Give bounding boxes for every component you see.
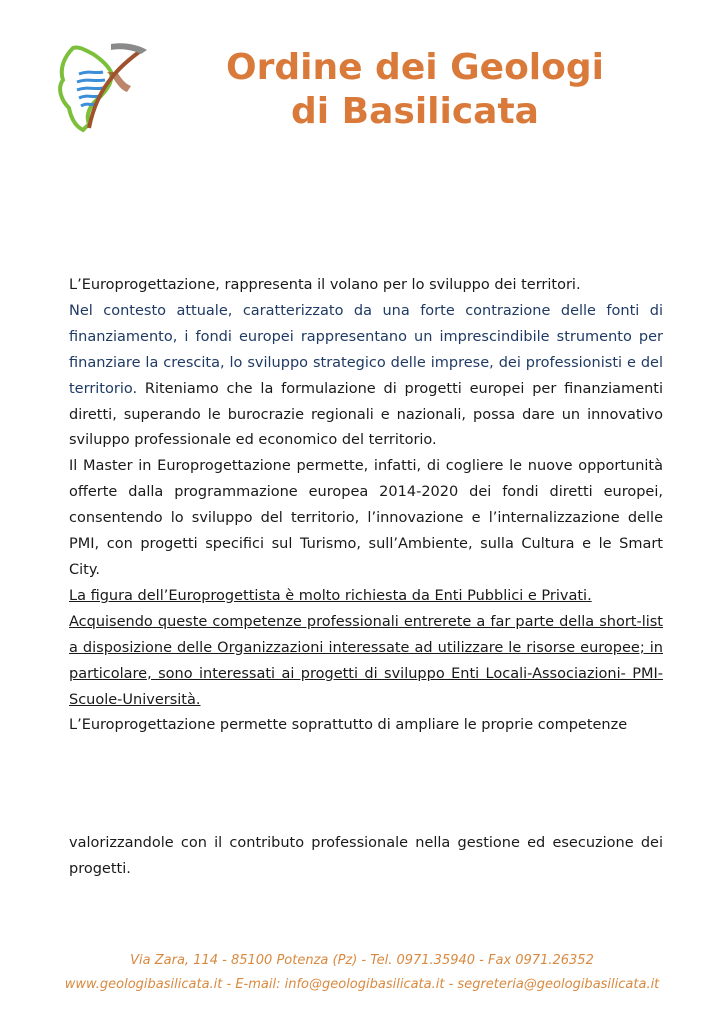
org-name-line1: Ordine dei Geologi [226,47,604,88]
letter-body [69,273,663,739]
paragraph: L’Europrogettazione, rappresenta il volano per lo sviluppo dei territori. [69,277,581,293]
paragraph [69,299,663,454]
paragraph: Il Master in Europrogettazione permette, infatti, di cogliere le nuove opportunità offerte dalla programmazione europea 2014-2020 dei fondi diretti europei, consentendo lo sviluppo del territorio, l’innovazione e l’internalizzazione delle PMI, con progetti specifici sul Turismo, sull’Ambiente, sulla Cultura e le Smart City. [69,458,663,578]
paragraph: L’Europrogettazione permette soprattutto di ampliare le proprie competenze [69,717,628,734]
letterhead [55,38,675,138]
footer-contacts: www.geologibasilicata.it - E-mail: info@geologibasilicata.it - segreteria@geologibasilicata.it [64,977,660,992]
paragraph: valorizzandole con il contributo professionale nella gestione ed esecuzione dei progetti. [69,835,663,877]
org-name-line2: di Basilicata [291,91,539,132]
highlighted-text: Nel contesto attuale, caratterizzato da una forte contrazione delle fonti di finanziamento, i fondi europei rappresentano un imprescindibile strumento per finanziare la crescita, lo sviluppo strategico delle imprese, dei professionisti e del territorio. [69,302,663,397]
paragraph-text: Riteniamo che la formulazione di progetti europei per finanziamenti diretti, superando le burocrazie regionali e nazionali, possa dare un innovativo sviluppo professionale ed economico del territorio. [69,380,663,449]
footer [0,949,724,997]
underlined-paragraph: La figura dell’Europrogettista è molto richiesta da Enti Pubblici e Privati. [69,587,592,604]
footer-address: Via Zara, 114 - 85100 Potenza (Pz) - Tel. 0971.35940 - Fax 0971.26352 [130,953,594,968]
organization-name [175,46,655,134]
logo-icon [55,38,155,134]
underlined-paragraph: Acquisendo queste competenze professionali entrerete a far parte della short-list a disposizione delle Organizzazioni interessate ad utilizzare le risorse europee; in particolare, sono interessati ai progetti di sviluppo Enti Locali-Associazioni- PMI-Scuole-Università. [69,613,663,708]
